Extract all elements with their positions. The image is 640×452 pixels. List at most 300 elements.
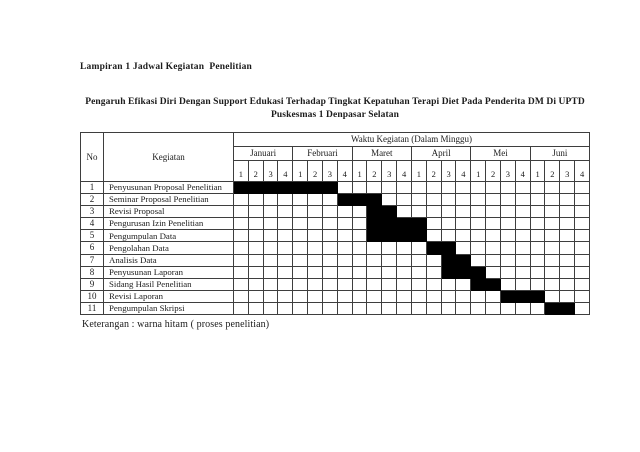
gantt-cell-empty (501, 242, 516, 254)
gantt-cell-empty (516, 242, 531, 254)
study-title-line1: Pengaruh Efikasi Diri Dengan Support Edukasi Terhadap Tingkat Kepatuhan Terapi Diet Pada Penderita DM Di UPTD (85, 97, 585, 107)
week-number-header: 1 (471, 161, 486, 182)
gantt-cell-empty (516, 194, 531, 206)
gantt-cell-empty (367, 255, 382, 267)
gantt-cell-empty (382, 182, 397, 194)
gantt-cell-empty (293, 255, 308, 267)
gantt-cell-empty (456, 242, 471, 254)
gantt-cell-empty (264, 267, 279, 279)
gantt-cell-empty (308, 255, 323, 267)
week-number-header: 2 (249, 161, 264, 182)
gantt-cell-empty (382, 303, 397, 315)
gantt-cell-empty (501, 218, 516, 230)
gantt-cell-empty (397, 291, 412, 303)
gantt-cell-empty (560, 218, 575, 230)
week-number-header: 2 (486, 161, 501, 182)
gantt-cell-filled (442, 267, 457, 279)
week-number-header: 3 (442, 161, 457, 182)
gantt-cell-empty (471, 182, 486, 194)
gantt-cell-empty (234, 194, 249, 206)
row-number-cell: 9 (81, 279, 104, 291)
month-header: Januari (234, 147, 293, 161)
task-name-cell: Analisis Data (104, 255, 234, 267)
gantt-cell-empty (471, 242, 486, 254)
gantt-cell-empty (412, 303, 427, 315)
gantt-cell-empty (234, 230, 249, 242)
week-number-header: 3 (560, 161, 575, 182)
gantt-cell-empty (308, 291, 323, 303)
gantt-cell-empty (323, 267, 338, 279)
gantt-cell-empty (249, 303, 264, 315)
gantt-cell-empty (323, 279, 338, 291)
gantt-cell-empty (575, 206, 590, 218)
gantt-cell-empty (338, 291, 353, 303)
gantt-cell-empty (249, 230, 264, 242)
gantt-cell-empty (293, 230, 308, 242)
month-header: Mei (471, 147, 530, 161)
gantt-cell-empty (323, 206, 338, 218)
gantt-cell-empty (471, 291, 486, 303)
gantt-cell-filled (397, 218, 412, 230)
gantt-cell-empty (367, 303, 382, 315)
gantt-cell-empty (486, 194, 501, 206)
gantt-cell-empty (427, 218, 442, 230)
gantt-cell-filled (382, 206, 397, 218)
gantt-cell-empty (382, 194, 397, 206)
gantt-cell-empty (264, 255, 279, 267)
gantt-cell-filled (367, 206, 382, 218)
gantt-cell-filled (323, 182, 338, 194)
gantt-cell-empty (382, 267, 397, 279)
gantt-cell-empty (293, 206, 308, 218)
gantt-cell-empty (456, 218, 471, 230)
gantt-cell-empty (249, 291, 264, 303)
gantt-cell-empty (367, 182, 382, 194)
gantt-cell-empty (456, 206, 471, 218)
task-name-cell: Pengurusan Izin Penelitian (104, 218, 234, 230)
gantt-cell-filled (367, 230, 382, 242)
gantt-cell-empty (545, 279, 560, 291)
gantt-cell-empty (442, 194, 457, 206)
schedule-gantt-table (80, 132, 590, 315)
gantt-cell-empty (486, 182, 501, 194)
gantt-cell-empty (516, 255, 531, 267)
gantt-cell-empty (382, 291, 397, 303)
gantt-cell-empty (278, 279, 293, 291)
gantt-cell-empty (531, 194, 546, 206)
gantt-cell-filled (308, 182, 323, 194)
gantt-cell-empty (308, 206, 323, 218)
gantt-cell-empty (382, 255, 397, 267)
gantt-cell-empty (264, 242, 279, 254)
week-number-header: 3 (264, 161, 279, 182)
gantt-cell-empty (501, 206, 516, 218)
gantt-cell-filled (427, 242, 442, 254)
row-number-cell: 2 (81, 194, 104, 206)
gantt-cell-empty (264, 230, 279, 242)
gantt-cell-empty (501, 267, 516, 279)
month-header: Februari (293, 147, 352, 161)
gantt-cell-empty (442, 182, 457, 194)
gantt-cell-empty (412, 194, 427, 206)
gantt-cell-empty (471, 303, 486, 315)
gantt-cell-empty (545, 218, 560, 230)
gantt-cell-empty (560, 279, 575, 291)
gantt-cell-empty (427, 279, 442, 291)
task-name-cell: Seminar Proposal Penelitian (104, 194, 234, 206)
gantt-cell-empty (308, 194, 323, 206)
gantt-cell-empty (456, 279, 471, 291)
gantt-cell-empty (560, 255, 575, 267)
gantt-cell-empty (397, 255, 412, 267)
gantt-cell-empty (353, 218, 368, 230)
gantt-cell-empty (545, 255, 560, 267)
task-name-cell: Pengolahan Data (104, 242, 234, 254)
gantt-cell-empty (412, 206, 427, 218)
gantt-cell-empty (338, 279, 353, 291)
gantt-cell-empty (412, 279, 427, 291)
gantt-cell-empty (575, 218, 590, 230)
gantt-cell-empty (531, 267, 546, 279)
gantt-cell-empty (427, 267, 442, 279)
gantt-cell-filled (367, 218, 382, 230)
gantt-cell-filled (278, 182, 293, 194)
week-number-header: 4 (397, 161, 412, 182)
gantt-cell-empty (560, 242, 575, 254)
gantt-cell-empty (575, 279, 590, 291)
week-number-header: 2 (308, 161, 323, 182)
row-number-cell: 11 (81, 303, 104, 315)
gantt-cell-empty (234, 206, 249, 218)
gantt-cell-empty (456, 291, 471, 303)
gantt-cell-empty (264, 194, 279, 206)
gantt-cell-empty (234, 255, 249, 267)
gantt-cell-empty (501, 182, 516, 194)
gantt-cell-empty (264, 206, 279, 218)
gantt-cell-empty (427, 303, 442, 315)
week-number-header: 2 (545, 161, 560, 182)
gantt-cell-filled (249, 182, 264, 194)
gantt-cell-empty (456, 194, 471, 206)
gantt-cell-empty (575, 194, 590, 206)
gantt-cell-empty (353, 267, 368, 279)
gantt-cell-empty (486, 255, 501, 267)
gantt-cell-filled (264, 182, 279, 194)
gantt-cell-empty (278, 206, 293, 218)
gantt-cell-empty (278, 291, 293, 303)
legend-note: Keterangan : warna hitam ( proses penelitian) (82, 319, 270, 330)
gantt-cell-empty (516, 206, 531, 218)
gantt-cell-empty (367, 242, 382, 254)
gantt-cell-filled (545, 303, 560, 315)
gantt-cell-empty (575, 267, 590, 279)
gantt-cell-empty (249, 242, 264, 254)
gantt-cell-empty (234, 218, 249, 230)
week-number-header: 1 (353, 161, 368, 182)
gantt-cell-empty (501, 194, 516, 206)
gantt-cell-empty (545, 194, 560, 206)
gantt-cell-empty (382, 279, 397, 291)
gantt-cell-filled (397, 230, 412, 242)
row-number-cell: 7 (81, 255, 104, 267)
week-number-header: 3 (382, 161, 397, 182)
gantt-cell-empty (353, 230, 368, 242)
gantt-cell-empty (456, 230, 471, 242)
gantt-cell-empty (545, 242, 560, 254)
gantt-cell-empty (516, 182, 531, 194)
gantt-cell-empty (560, 230, 575, 242)
row-number-cell: 3 (81, 206, 104, 218)
gantt-cell-empty (264, 218, 279, 230)
gantt-cell-empty (338, 267, 353, 279)
gantt-cell-empty (575, 291, 590, 303)
gantt-cell-empty (442, 218, 457, 230)
task-name-cell: Revisi Laporan (104, 291, 234, 303)
month-header: Juni (531, 147, 590, 161)
gantt-cell-empty (308, 242, 323, 254)
gantt-cell-empty (531, 242, 546, 254)
gantt-cell-empty (531, 206, 546, 218)
gantt-cell-empty (531, 303, 546, 315)
gantt-cell-empty (353, 182, 368, 194)
week-number-header: 1 (293, 161, 308, 182)
gantt-cell-filled (471, 279, 486, 291)
gantt-cell-empty (516, 218, 531, 230)
gantt-cell-empty (412, 291, 427, 303)
gantt-cell-filled (412, 230, 427, 242)
gantt-cell-empty (338, 255, 353, 267)
gantt-cell-filled (456, 267, 471, 279)
gantt-cell-empty (382, 242, 397, 254)
gantt-cell-empty (308, 279, 323, 291)
gantt-cell-empty (575, 230, 590, 242)
gantt-cell-empty (501, 255, 516, 267)
gantt-cell-empty (560, 194, 575, 206)
gantt-cell-empty (234, 291, 249, 303)
gantt-cell-empty (249, 255, 264, 267)
gantt-cell-empty (234, 279, 249, 291)
gantt-cell-empty (471, 218, 486, 230)
gantt-cell-empty (442, 230, 457, 242)
gantt-cell-empty (353, 279, 368, 291)
gantt-cell-empty (516, 279, 531, 291)
gantt-cell-empty (545, 291, 560, 303)
gantt-cell-empty (575, 182, 590, 194)
gantt-cell-empty (278, 303, 293, 315)
gantt-cell-empty (323, 230, 338, 242)
gantt-cell-empty (412, 242, 427, 254)
gantt-cell-empty (545, 206, 560, 218)
row-number-cell: 5 (81, 230, 104, 242)
week-number-header: 4 (338, 161, 353, 182)
gantt-cell-empty (575, 303, 590, 315)
week-number-header: 3 (501, 161, 516, 182)
gantt-cell-empty (560, 267, 575, 279)
gantt-cell-empty (249, 206, 264, 218)
gantt-cell-empty (442, 279, 457, 291)
gantt-cell-empty (353, 303, 368, 315)
gantt-cell-empty (531, 218, 546, 230)
gantt-cell-empty (427, 230, 442, 242)
gantt-cell-empty (545, 182, 560, 194)
gantt-cell-empty (412, 255, 427, 267)
gantt-cell-empty (397, 242, 412, 254)
month-header: Maret (353, 147, 412, 161)
gantt-cell-empty (531, 255, 546, 267)
gantt-cell-empty (249, 218, 264, 230)
gantt-cell-filled (382, 230, 397, 242)
gantt-cell-empty (486, 242, 501, 254)
gantt-cell-empty (308, 303, 323, 315)
gantt-cell-empty (293, 242, 308, 254)
week-number-header: 2 (367, 161, 382, 182)
week-number-header: 4 (456, 161, 471, 182)
gantt-cell-empty (278, 218, 293, 230)
gantt-cell-filled (234, 182, 249, 194)
gantt-cell-empty (293, 194, 308, 206)
gantt-cell-empty (278, 194, 293, 206)
gantt-cell-empty (486, 291, 501, 303)
gantt-cell-empty (545, 267, 560, 279)
gantt-cell-empty (397, 194, 412, 206)
row-number-cell: 8 (81, 267, 104, 279)
gantt-cell-empty (442, 291, 457, 303)
task-name-cell: Penyusunan Proposal Penelitian (104, 182, 234, 194)
gantt-cell-filled (456, 255, 471, 267)
gantt-cell-empty (560, 206, 575, 218)
gantt-cell-empty (486, 218, 501, 230)
gantt-cell-empty (308, 267, 323, 279)
task-name-cell: Penyusunan Laporan (104, 267, 234, 279)
gantt-cell-empty (249, 194, 264, 206)
week-number-header: 4 (575, 161, 590, 182)
gantt-cell-empty (353, 291, 368, 303)
gantt-cell-empty (234, 242, 249, 254)
gantt-cell-empty (278, 242, 293, 254)
task-name-cell: Sidang Hasil Penelitian (104, 279, 234, 291)
gantt-cell-empty (486, 303, 501, 315)
gantt-cell-empty (323, 291, 338, 303)
gantt-cell-empty (471, 194, 486, 206)
gantt-cell-empty (397, 303, 412, 315)
gantt-cell-filled (382, 218, 397, 230)
task-name-cell: Pengumpulan Data (104, 230, 234, 242)
gantt-cell-empty (516, 303, 531, 315)
gantt-cell-empty (353, 242, 368, 254)
gantt-cell-empty (442, 206, 457, 218)
gantt-cell-empty (323, 303, 338, 315)
no-column-header: No (81, 133, 104, 182)
gantt-cell-empty (338, 206, 353, 218)
gantt-cell-empty (427, 182, 442, 194)
gantt-cell-filled (560, 303, 575, 315)
gantt-cell-empty (278, 267, 293, 279)
week-number-header: 1 (234, 161, 249, 182)
study-title-line2: Puskesmas 1 Denpasar Selatan (271, 110, 399, 120)
gantt-cell-empty (397, 182, 412, 194)
week-number-header: 3 (323, 161, 338, 182)
gantt-cell-empty (338, 182, 353, 194)
gantt-cell-empty (278, 230, 293, 242)
gantt-cell-empty (338, 303, 353, 315)
time-axis-header: Waktu Kegiatan (Dalam Minggu) (234, 133, 590, 147)
gantt-cell-empty (412, 182, 427, 194)
gantt-cell-filled (501, 291, 516, 303)
gantt-cell-filled (471, 267, 486, 279)
gantt-cell-empty (249, 267, 264, 279)
gantt-cell-empty (397, 279, 412, 291)
gantt-cell-empty (575, 255, 590, 267)
gantt-cell-filled (531, 291, 546, 303)
gantt-cell-empty (293, 303, 308, 315)
gantt-cell-empty (501, 279, 516, 291)
gantt-cell-empty (293, 267, 308, 279)
gantt-cell-empty (353, 255, 368, 267)
gantt-cell-filled (442, 255, 457, 267)
gantt-cell-empty (427, 291, 442, 303)
gantt-cell-empty (367, 267, 382, 279)
gantt-cell-empty (575, 242, 590, 254)
gantt-cell-empty (531, 230, 546, 242)
gantt-cell-filled (486, 279, 501, 291)
gantt-cell-empty (367, 291, 382, 303)
gantt-cell-empty (353, 206, 368, 218)
study-title (80, 96, 590, 122)
gantt-cell-empty (323, 242, 338, 254)
gantt-cell-empty (427, 194, 442, 206)
gantt-cell-empty (397, 206, 412, 218)
appendix-title: Lampiran 1 Jadwal Kegiatan Penelitian (80, 62, 253, 72)
gantt-cell-empty (456, 182, 471, 194)
gantt-cell-empty (338, 218, 353, 230)
gantt-cell-empty (427, 206, 442, 218)
row-number-cell: 10 (81, 291, 104, 303)
week-number-header: 4 (516, 161, 531, 182)
gantt-cell-empty (397, 267, 412, 279)
gantt-cell-filled (293, 182, 308, 194)
gantt-cell-empty (367, 279, 382, 291)
gantt-cell-empty (486, 206, 501, 218)
gantt-cell-empty (486, 267, 501, 279)
gantt-cell-empty (560, 182, 575, 194)
gantt-cell-empty (560, 291, 575, 303)
gantt-cell-empty (471, 206, 486, 218)
gantt-cell-empty (471, 255, 486, 267)
gantt-cell-empty (516, 230, 531, 242)
gantt-cell-empty (234, 267, 249, 279)
week-number-header: 1 (531, 161, 546, 182)
gantt-cell-empty (501, 230, 516, 242)
gantt-cell-filled (516, 291, 531, 303)
gantt-cell-empty (264, 291, 279, 303)
gantt-cell-empty (338, 230, 353, 242)
gantt-cell-empty (501, 303, 516, 315)
gantt-cell-empty (323, 255, 338, 267)
gantt-cell-empty (278, 255, 293, 267)
gantt-cell-empty (293, 291, 308, 303)
task-name-cell: Revisi Proposal (104, 206, 234, 218)
gantt-cell-empty (486, 230, 501, 242)
gantt-cell-empty (531, 182, 546, 194)
month-header: April (412, 147, 471, 161)
gantt-cell-filled (367, 194, 382, 206)
gantt-cell-empty (545, 230, 560, 242)
task-name-cell: Pengumpulan Skripsi (104, 303, 234, 315)
gantt-cell-empty (456, 303, 471, 315)
gantt-cell-empty (531, 279, 546, 291)
gantt-cell-empty (308, 230, 323, 242)
row-number-cell: 1 (81, 182, 104, 194)
